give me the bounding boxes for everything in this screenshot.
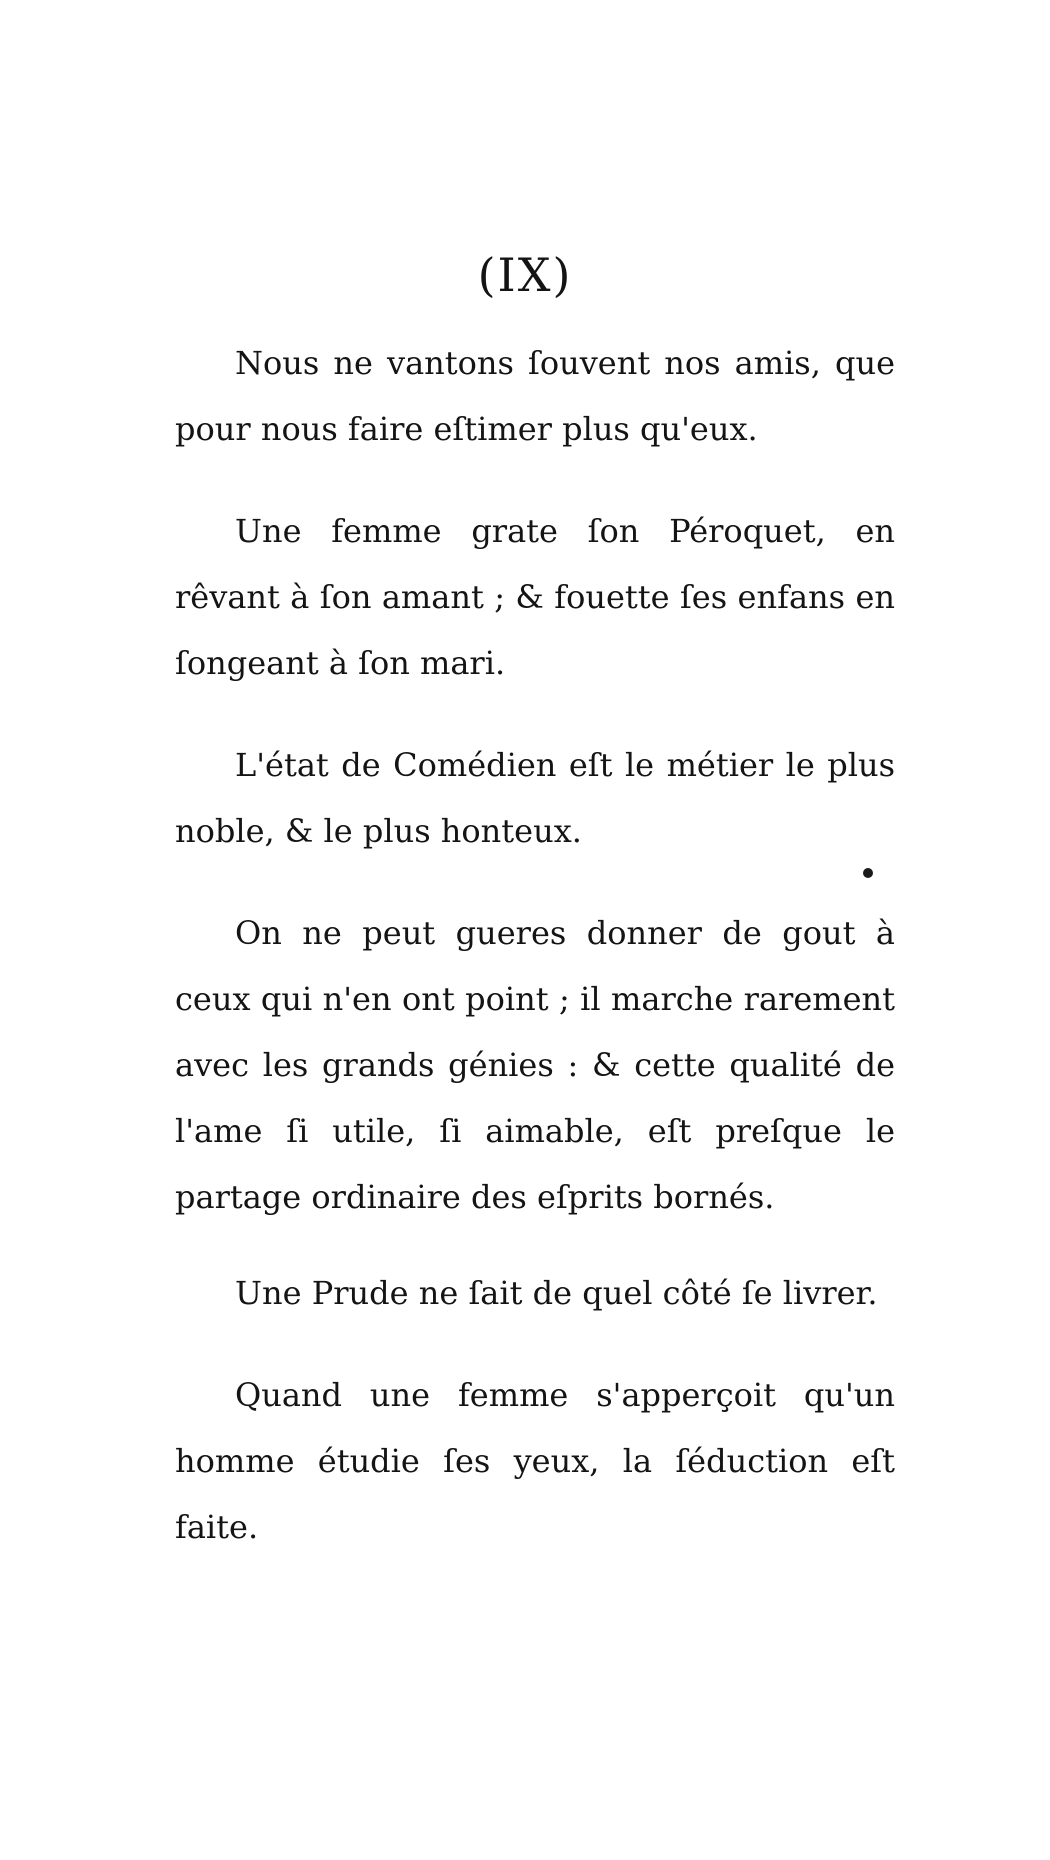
maxim-paragraph: Une Prude ne ſait de quel côté ſe livrer. — [235, 1274, 878, 1312]
maxims-text-block — [175, 330, 895, 1596]
maxim-paragraph: Nous ne vantons ſouvent nos amis, que pour nous faire eſtimer plus qu'eux. — [175, 344, 895, 448]
maxim-paragraph: L'état de Comédien eſt le métier le plus noble, & le plus honteux. — [175, 746, 895, 850]
maxim-paragraph: Une femme grate ſon Péroquet, en rêvant à ſon amant ; & fouette ſes enfans en ſongeant à ſon mari. — [175, 512, 895, 682]
ink-speck — [863, 868, 873, 878]
page-number: (IX) — [477, 248, 573, 302]
maxim-paragraph: On ne peut gueres donner de gout à ceux qui n'en ont point ; il marche rarement avec les grands génies : & cette qualité de l'ame ſi utile, ſi aimable, eſt preſque le partage ordinaire des eſprits bornés. — [175, 914, 895, 1216]
maxim-paragraph: Quand une femme s'apperçoit qu'un homme étudie ſes yeux, la ſéduction eſt faite. — [175, 1376, 895, 1546]
